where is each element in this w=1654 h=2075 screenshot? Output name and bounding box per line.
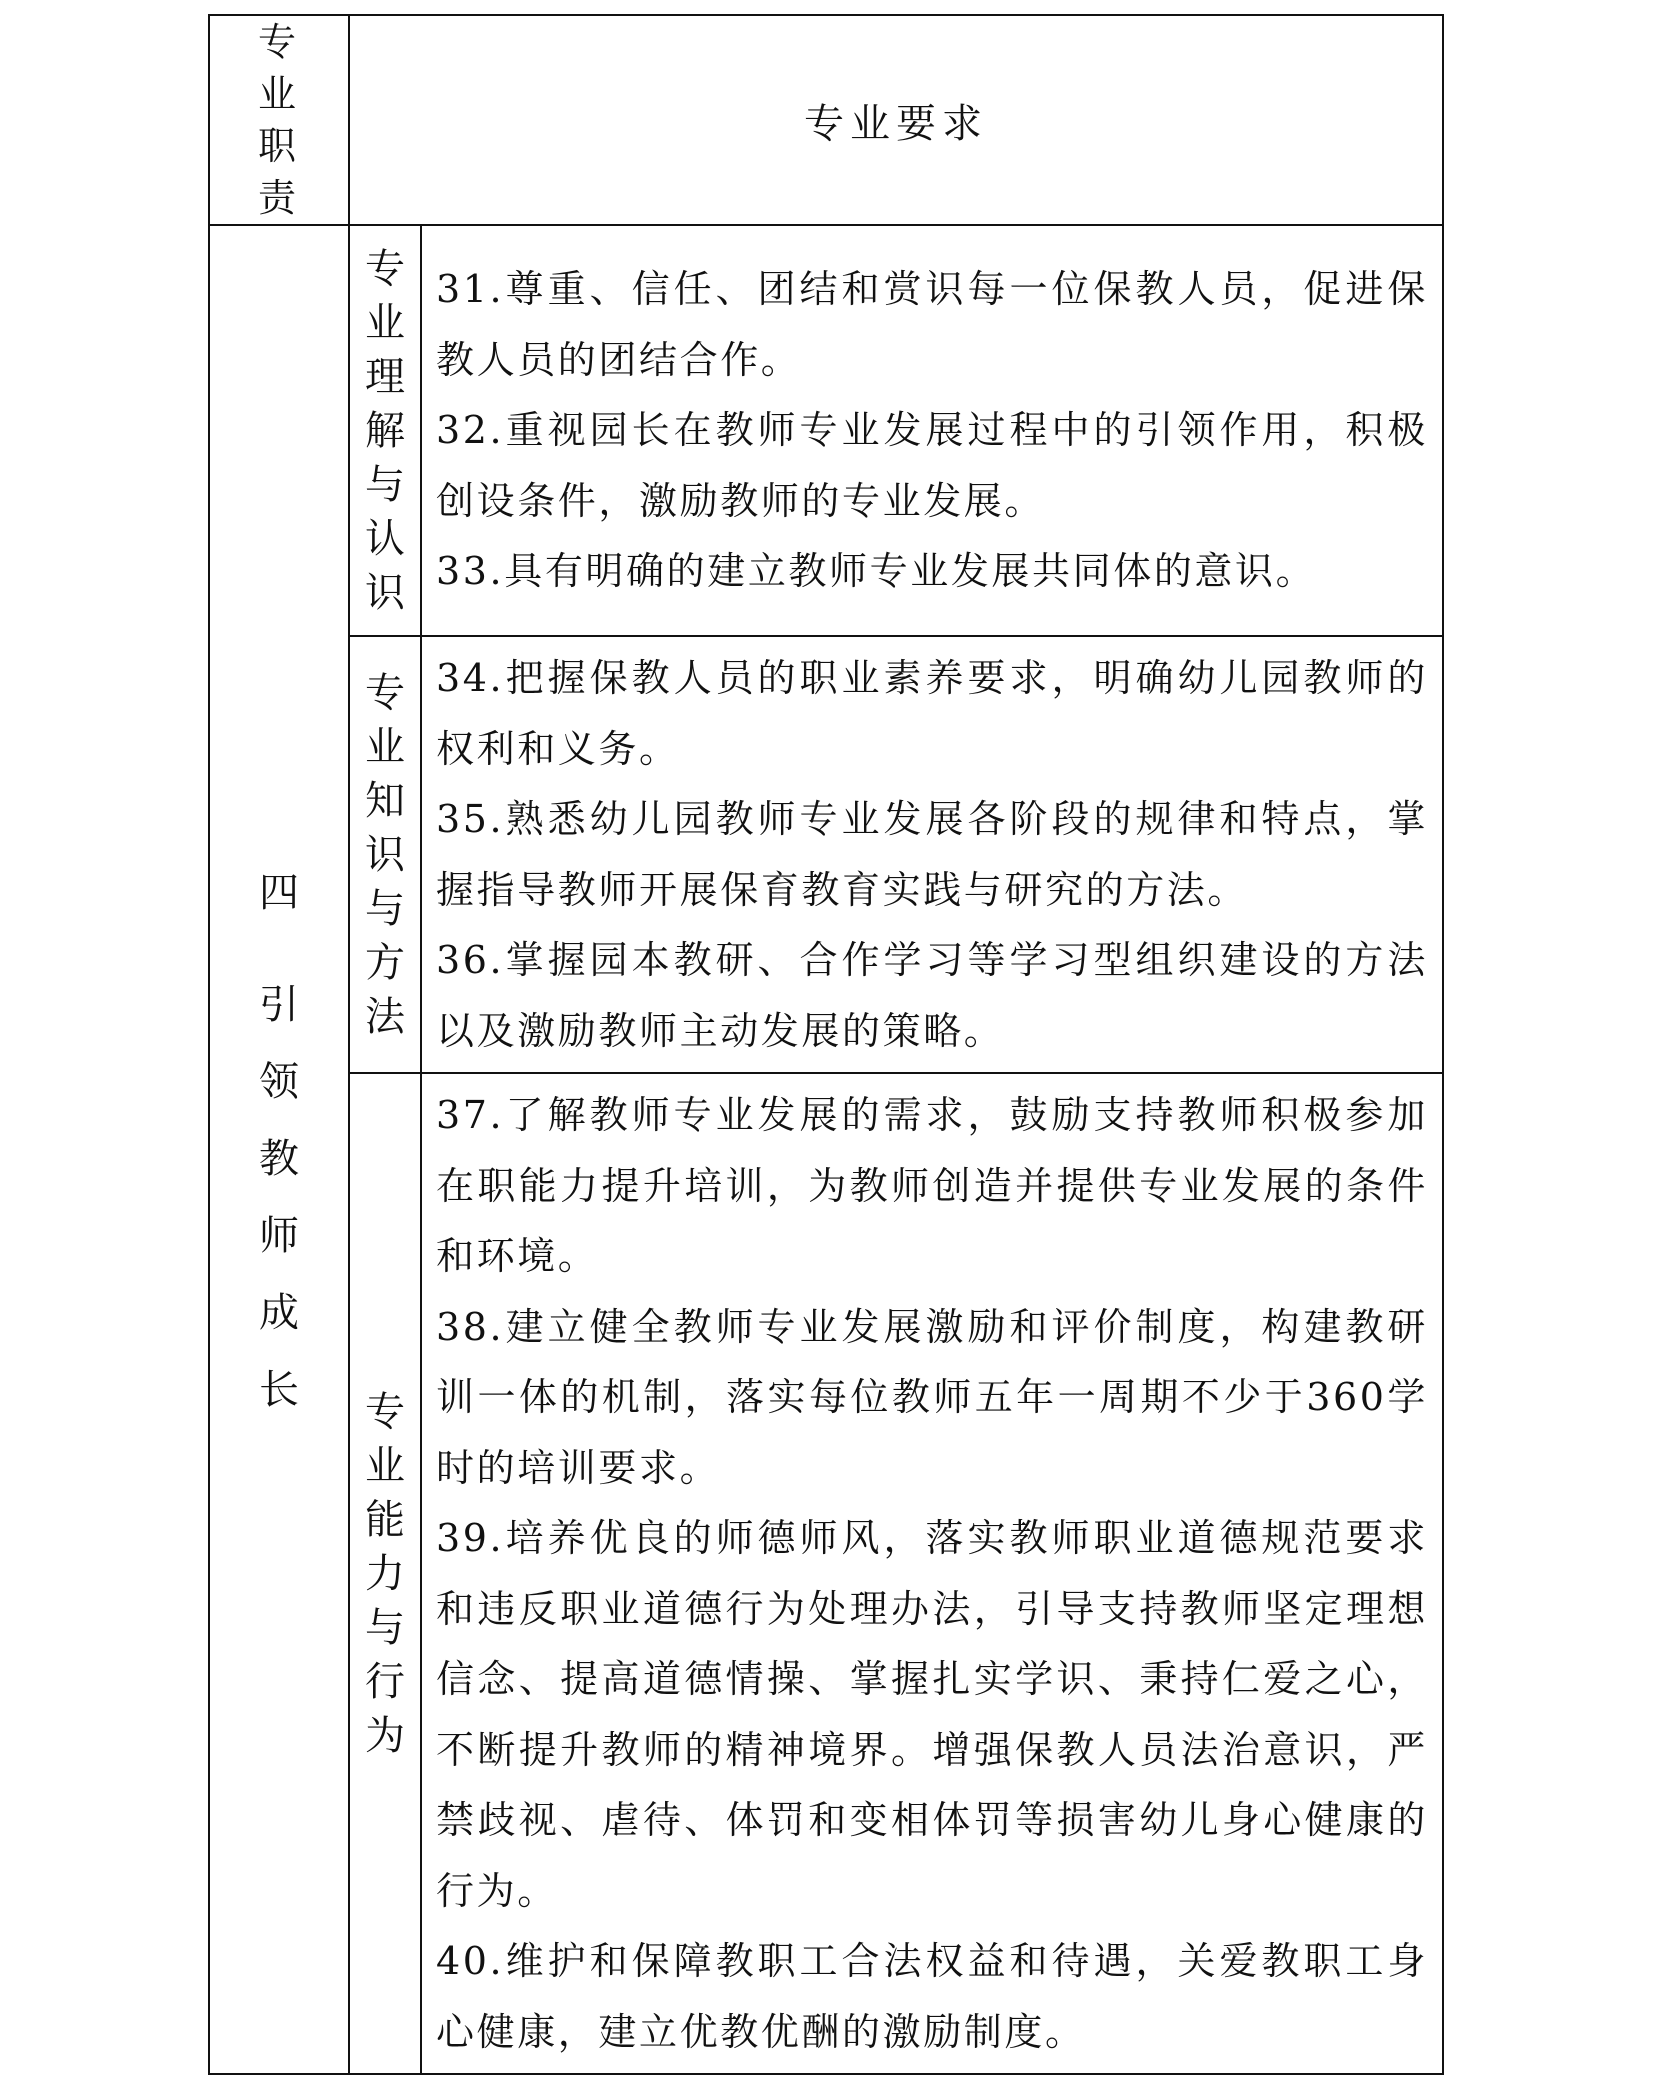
requirement-item: 34.把握保教人员的职业素养要求，明确幼儿园教师的权利和义务。 bbox=[436, 656, 1428, 771]
section-title-cell bbox=[349, 1073, 421, 2074]
requirement-item: 39.培养优良的师德师风，落实教师职业道德规范要求和违反职业道德行为处理办法，引导支持教师坚定理想信念、提高道德情操、掌握扎实学识、秉持仁爱之心，不断提升教师的精神境界。增强保教人员法治意识，严禁歧视、虐待、体罚和变相体罚等损害幼儿身心健康的行为。 bbox=[436, 1516, 1428, 1913]
section-title-cell bbox=[349, 225, 421, 636]
requirement-item: 37.了解教师专业发展的需求，鼓励支持教师积极参加在职能力提升培训，为教师创造并提供专业发展的条件和环境。 bbox=[436, 1093, 1428, 1278]
section-title-cell bbox=[349, 636, 421, 1073]
requirement-item: 36.掌握园本教研、合作学习等学习型组织建设的方法以及激励教师主动发展的策略。 bbox=[436, 938, 1428, 1053]
requirement-item: 40.维护和保障教职工合法权益和待遇，关爱教职工身心健康，建立优教优酬的激励制度。 bbox=[436, 1939, 1428, 2054]
table-header-row bbox=[209, 15, 1443, 225]
section-row-understanding bbox=[209, 225, 1443, 636]
duty-title: 引领教师成长 bbox=[259, 981, 299, 1413]
section-items-cell bbox=[421, 1073, 1443, 2074]
section-items-cell bbox=[421, 636, 1443, 1073]
header-requirements bbox=[349, 15, 1443, 225]
requirement-item: 32.重视园长在教师专业发展过程中的引领作用，积极创设条件，激励教师的专业发展。 bbox=[436, 408, 1428, 523]
requirement-item: 38.建立健全教师专业发展激励和评价制度，构建教研训一体的机制，落实每位教师五年一周期不少于360学时的培训要求。 bbox=[436, 1304, 1428, 1490]
section-row-knowledge bbox=[209, 636, 1443, 1073]
section-title: 专业能力与行为 bbox=[365, 1388, 405, 1759]
section-row-ability bbox=[209, 1073, 1443, 2074]
header-duty bbox=[209, 15, 349, 225]
requirement-item: 33.具有明确的建立教师专业发展共同体的意识。 bbox=[436, 549, 1317, 594]
requirements-table bbox=[208, 14, 1444, 2075]
duty-cell bbox=[209, 225, 349, 2074]
header-duty-label: 专业职责 bbox=[257, 20, 300, 220]
section-title: 专业知识与方法 bbox=[365, 669, 405, 1040]
duty-number: 四 bbox=[259, 869, 299, 916]
requirement-item: 31.尊重、信任、团结和赏识每一位保教人员，促进保教人员的团结合作。 bbox=[436, 267, 1428, 382]
header-requirements-label: 专业要求 bbox=[804, 100, 988, 147]
section-items-cell bbox=[421, 225, 1443, 636]
section-title: 专业理解与认识 bbox=[365, 245, 405, 616]
requirement-item: 35.熟悉幼儿园教师专业发展各阶段的规律和特点，掌握指导教师开展保育教育实践与研究的方法。 bbox=[436, 797, 1428, 912]
